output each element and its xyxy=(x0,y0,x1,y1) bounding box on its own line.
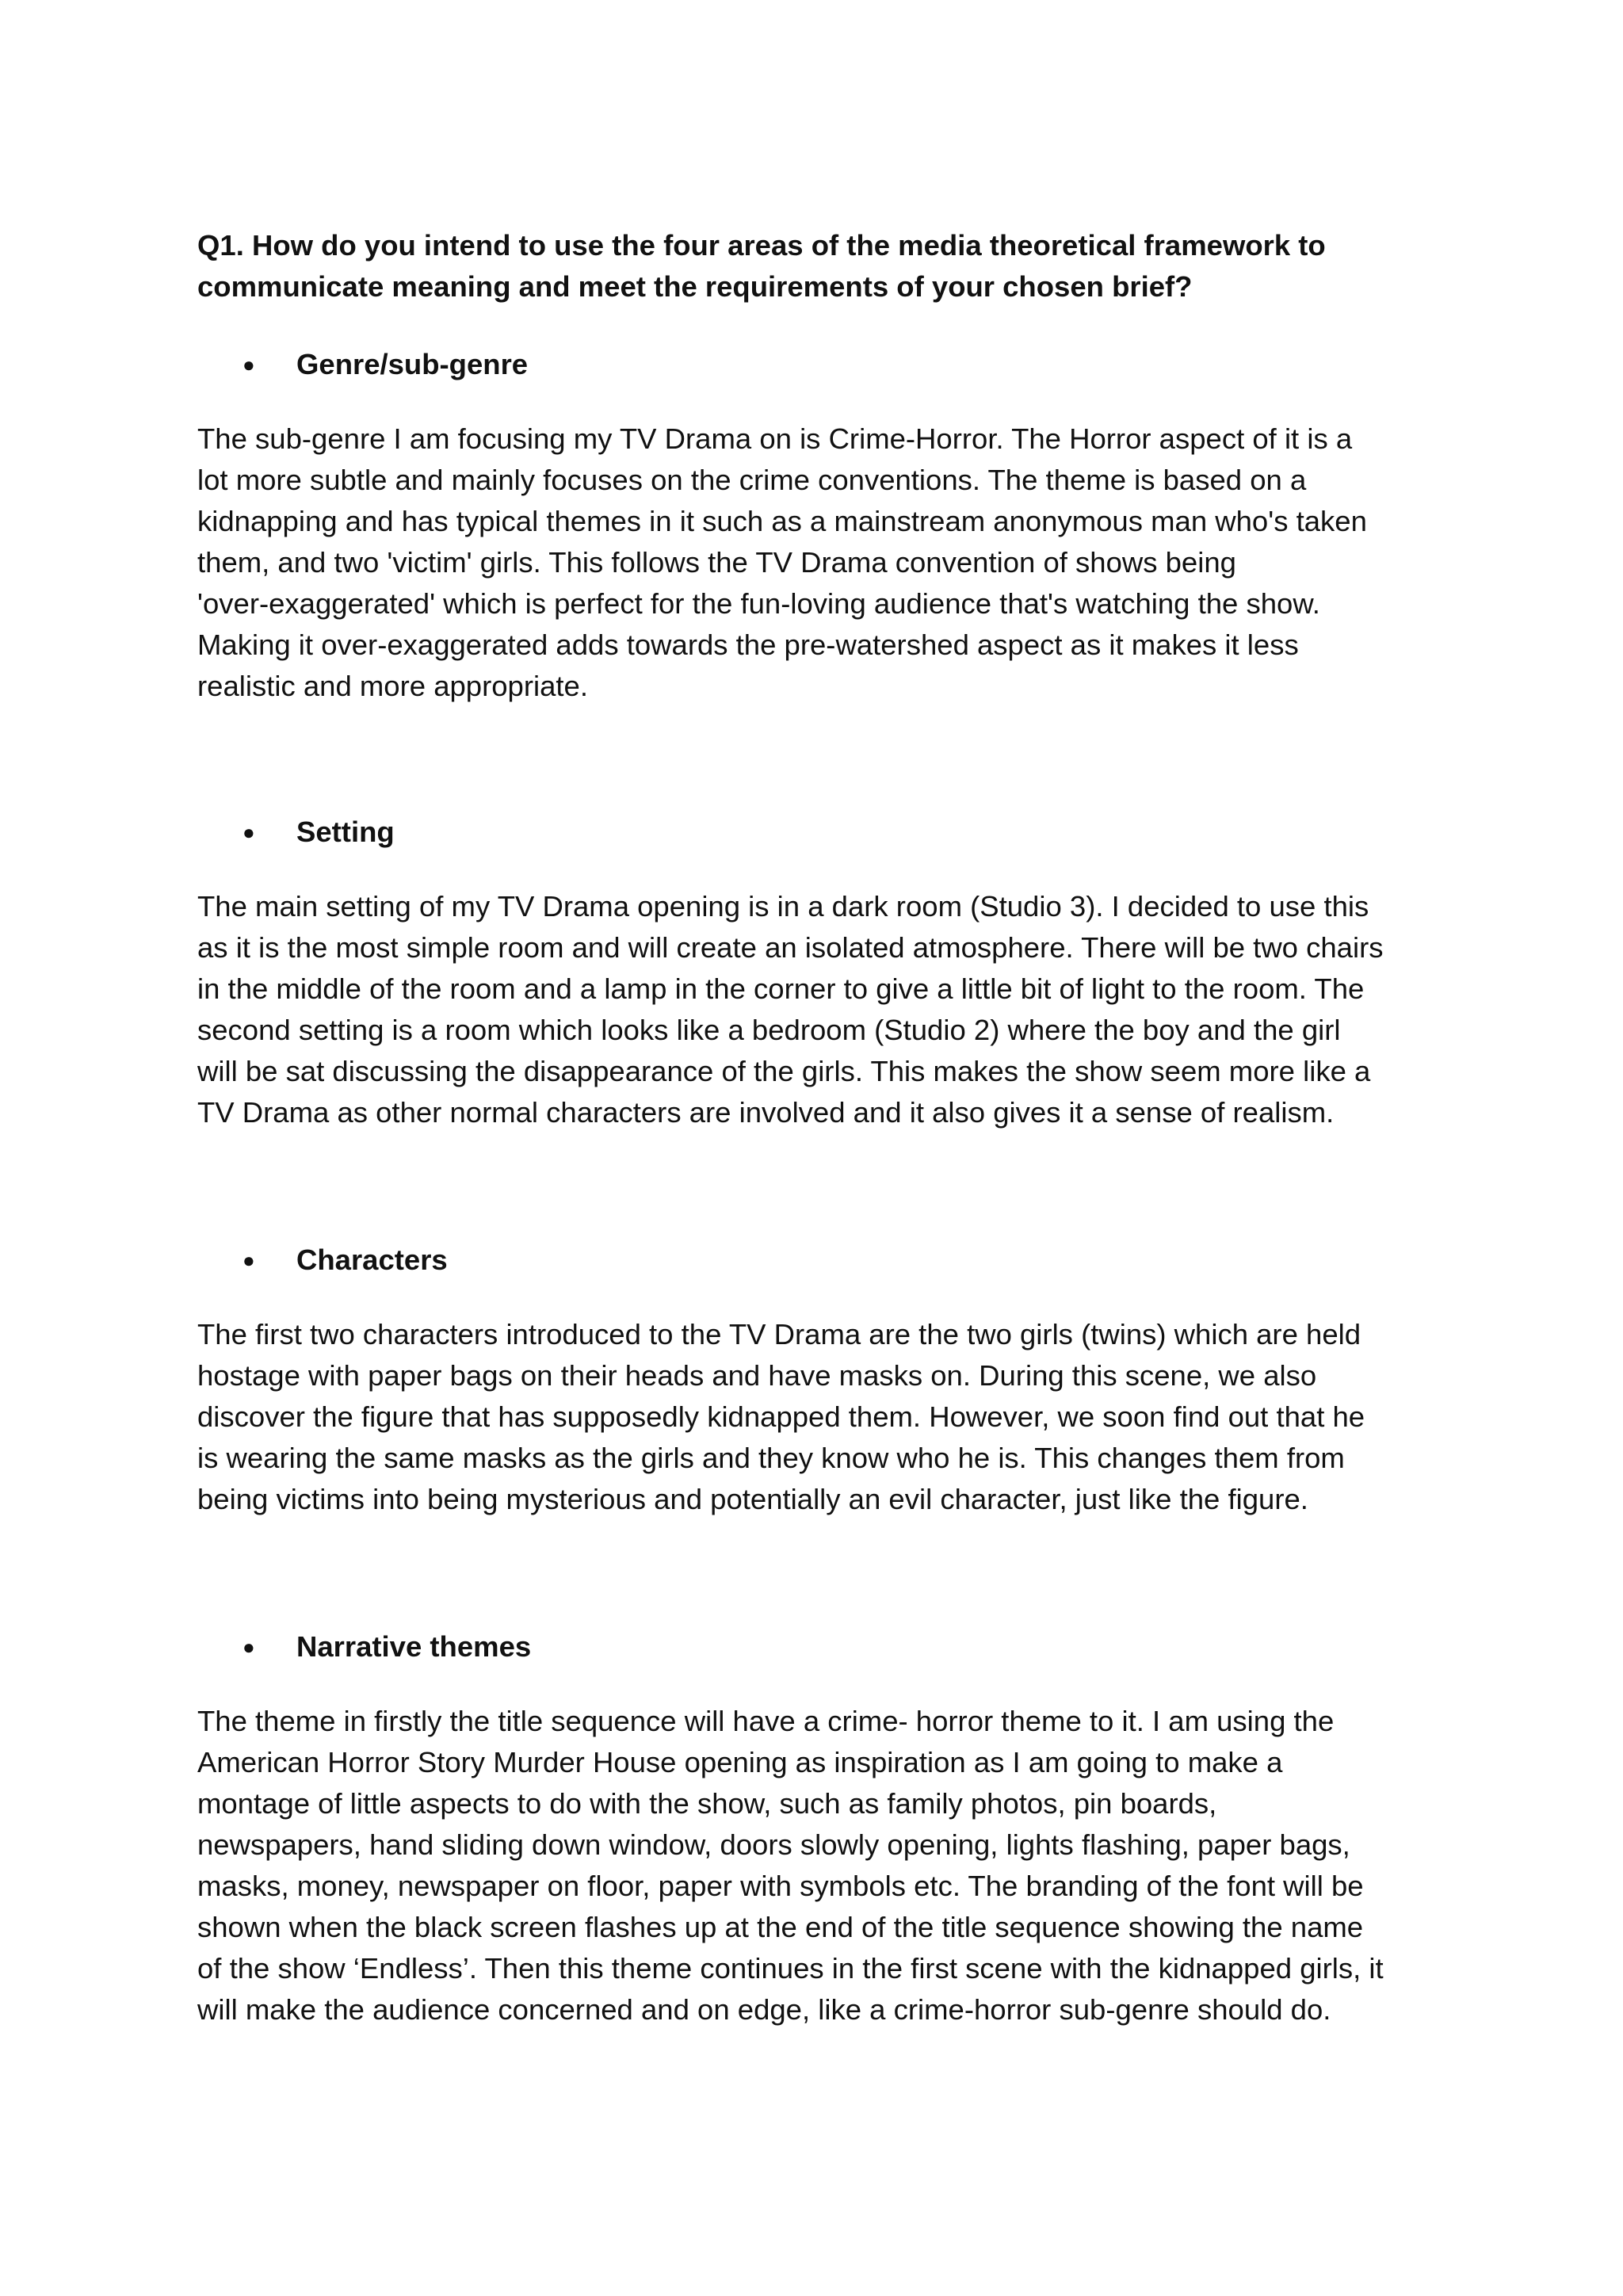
paragraph-line: as it is the most simple room and will create an isolated atmosphere. There will be two chairs xyxy=(197,931,1384,964)
bullet-icon: ● xyxy=(242,1248,255,1272)
section-heading-label: Characters xyxy=(296,1244,448,1276)
paragraph-line: discover the figure that has supposedly kidnapped them. However, we soon find out that he xyxy=(197,1400,1365,1433)
paragraph-line: second setting is a room which looks like a bedroom (Studio 2) where the boy and the girl xyxy=(197,1014,1341,1046)
paragraph-line: The main setting of my TV Drama opening is in a dark room (Studio 3). I decided to use this xyxy=(197,890,1369,923)
paragraph-line: of the show ‘Endless’. Then this theme continues in the first scene with the kidnapped girls, it xyxy=(197,1952,1384,1985)
paragraph-line: The theme in firstly the title sequence will have a crime- horror theme to it. I am using the xyxy=(197,1705,1335,1737)
paragraph-line: newspapers, hand sliding down window, doors slowly opening, lights flashing, paper bags, xyxy=(197,1828,1350,1861)
section-heading-label: Setting xyxy=(296,816,395,848)
paragraph-line: shown when the black screen flashes up at the end of the title sequence showing the name xyxy=(197,1911,1364,1943)
section-heading-narrative-themes xyxy=(242,1626,531,1668)
section-heading-characters xyxy=(242,1240,448,1281)
paragraph-line: montage of little aspects to do with the show, such as family photos, pin boards, xyxy=(197,1787,1217,1820)
question-line: communicate meaning and meet the requirements of your chosen brief? xyxy=(197,270,1193,303)
paragraph-line: will make the audience concerned and on edge, like a crime-horror sub-genre should do. xyxy=(197,1993,1331,2026)
paragraph-line: TV Drama as other normal characters are involved and it also gives it a sense of realism. xyxy=(197,1096,1335,1129)
paragraph-line: them, and two 'victim' girls. This follows the TV Drama convention of shows being xyxy=(197,546,1236,579)
section-heading-label: Genre/sub-genre xyxy=(296,348,529,380)
bullet-icon: ● xyxy=(242,1635,255,1659)
bullet-icon: ● xyxy=(242,820,255,844)
question-heading xyxy=(197,225,1449,308)
section-heading-label: Narrative themes xyxy=(296,1630,532,1663)
paragraph-line: kidnapping and has typical themes in it such as a mainstream anonymous man who's taken xyxy=(197,505,1367,537)
paragraph-line: will be sat discussing the disappearance of the girls. This makes the show seem more like a xyxy=(197,1055,1371,1087)
paragraph-line: Making it over-exaggerated adds towards the pre-watershed aspect as it makes it less xyxy=(197,628,1299,661)
paragraph-line: The sub-genre I am focusing my TV Drama on is Crime-Horror. The Horror aspect of it is a xyxy=(197,422,1353,455)
paragraph-line: is wearing the same masks as the girls and they know who he is. This changes them from xyxy=(197,1442,1345,1474)
paragraph-setting xyxy=(197,886,1449,1133)
paragraph-line: 'over-exaggerated' which is perfect for the fun-loving audience that's watching the show. xyxy=(197,587,1320,620)
paragraph-line: American Horror Story Murder House opening as inspiration as I am going to make a xyxy=(197,1746,1283,1778)
paragraph-line: being victims into being mysterious and potentially an evil character, just like the figure. xyxy=(197,1483,1308,1515)
paragraph-genre xyxy=(197,418,1449,707)
paragraph-line: lot more subtle and mainly focuses on the crime conventions. The theme is based on a xyxy=(197,464,1307,496)
paragraph-line: The first two characters introduced to the TV Drama are the two girls (twins) which are held xyxy=(197,1318,1361,1350)
paragraph-line: in the middle of the room and a lamp in the corner to give a little bit of light to the room. The xyxy=(197,972,1365,1005)
bullet-icon: ● xyxy=(242,353,255,376)
paragraph-line: realistic and more appropriate. xyxy=(197,670,588,702)
paragraph-line: hostage with paper bags on their heads and have masks on. During this scene, we also xyxy=(197,1359,1317,1392)
section-heading-genre xyxy=(242,344,528,385)
paragraph-characters xyxy=(197,1314,1449,1520)
paragraph-line: masks, money, newspaper on floor, paper with symbols etc. The branding of the font will be xyxy=(197,1870,1364,1902)
question-line: Q1. How do you intend to use the four areas of the media theoretical framework to xyxy=(197,229,1326,262)
section-heading-setting xyxy=(242,812,395,853)
paragraph-narrative-themes xyxy=(197,1701,1449,2030)
